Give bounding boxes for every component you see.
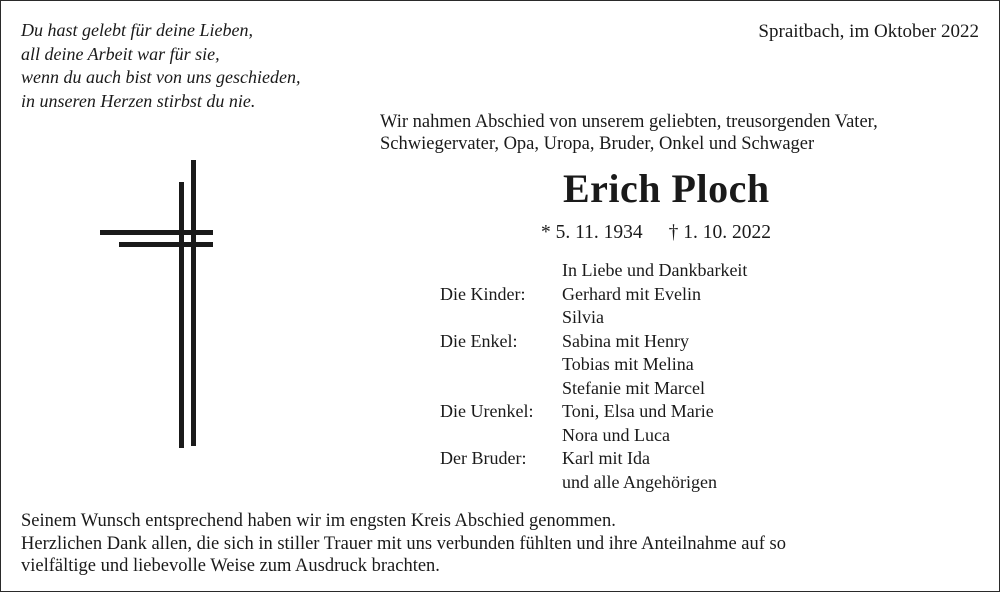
poem-line: in unseren Herzen stirbst du nie. — [21, 90, 256, 111]
survivor-row — [440, 447, 747, 471]
birth-date: * 5. 11. 1934 — [541, 222, 643, 243]
death-date: † 1. 10. 2022 — [668, 222, 772, 243]
relation-label: Die Enkel: — [440, 330, 518, 351]
relation-label — [440, 377, 562, 401]
life-dates — [541, 222, 771, 244]
survivor-row — [440, 306, 747, 330]
relation-names: Tobias mit Melina — [562, 354, 694, 374]
relation-label: Die Urenkel: — [440, 401, 534, 421]
survivor-row — [440, 400, 747, 424]
thanks-line: Herzlichen Dank allen, die sich in stiller Trauer mit uns verbunden fühlten und ihre Anteilnahme auf so — [21, 533, 786, 554]
relation-names: Toni, Elsa und Marie — [562, 401, 714, 421]
relation-names: Silvia — [562, 307, 605, 327]
thanks-line: vielfältige und liebevolle Weise zum Ausdruck brachten. — [21, 556, 440, 576]
thanks-line: Seinem Wunsch entsprechend haben wir im engsten Kreis Abschied genommen. — [21, 511, 616, 531]
relation-label — [440, 306, 562, 330]
relation-names: Gerhard mit Evelin — [562, 283, 701, 304]
survivors-list — [440, 259, 747, 494]
relation-names: Sabina mit Henry — [562, 330, 689, 351]
relation-names: In Liebe und Dankbarkeit — [562, 260, 748, 280]
relation-label — [440, 424, 562, 448]
deceased-name: Erich Ploch — [563, 166, 770, 211]
relation-names: Karl mit Ida — [562, 448, 650, 468]
double-cross-icon — [95, 160, 215, 456]
relation-label: Der Bruder: — [440, 448, 527, 468]
survivor-row — [440, 330, 747, 354]
relation-label: Die Kinder: — [440, 283, 526, 304]
relation-label — [440, 259, 562, 283]
relation-label — [440, 353, 562, 377]
intro-line: Wir nahmen Abschied von unserem geliebten, treusorgenden Vater, — [380, 112, 878, 132]
intro-line: Schwiegervater, Opa, Uropa, Bruder, Onkel und Schwager — [380, 134, 815, 154]
poem-line: Du hast gelebt für deine Lieben, — [21, 20, 253, 40]
survivor-row — [440, 424, 747, 448]
intro-text — [380, 111, 878, 155]
relation-names: Nora und Luca — [562, 424, 670, 445]
place-date: Spraitbach, im Oktober 2022 — [758, 21, 979, 42]
relation-label — [440, 471, 562, 495]
survivor-row — [440, 259, 747, 283]
poem-line: all deine Arbeit war für sie, — [21, 43, 220, 64]
survivor-row — [440, 283, 747, 307]
survivor-row — [440, 377, 747, 401]
relation-names: und alle Angehörigen — [562, 471, 717, 492]
memorial-poem — [21, 19, 300, 113]
poem-line: wenn du auch bist von uns geschieden, — [21, 67, 301, 87]
relation-names: Stefanie mit Marcel — [562, 377, 705, 398]
thanks-text — [21, 510, 786, 578]
survivor-row — [440, 353, 747, 377]
survivor-row — [440, 471, 747, 495]
